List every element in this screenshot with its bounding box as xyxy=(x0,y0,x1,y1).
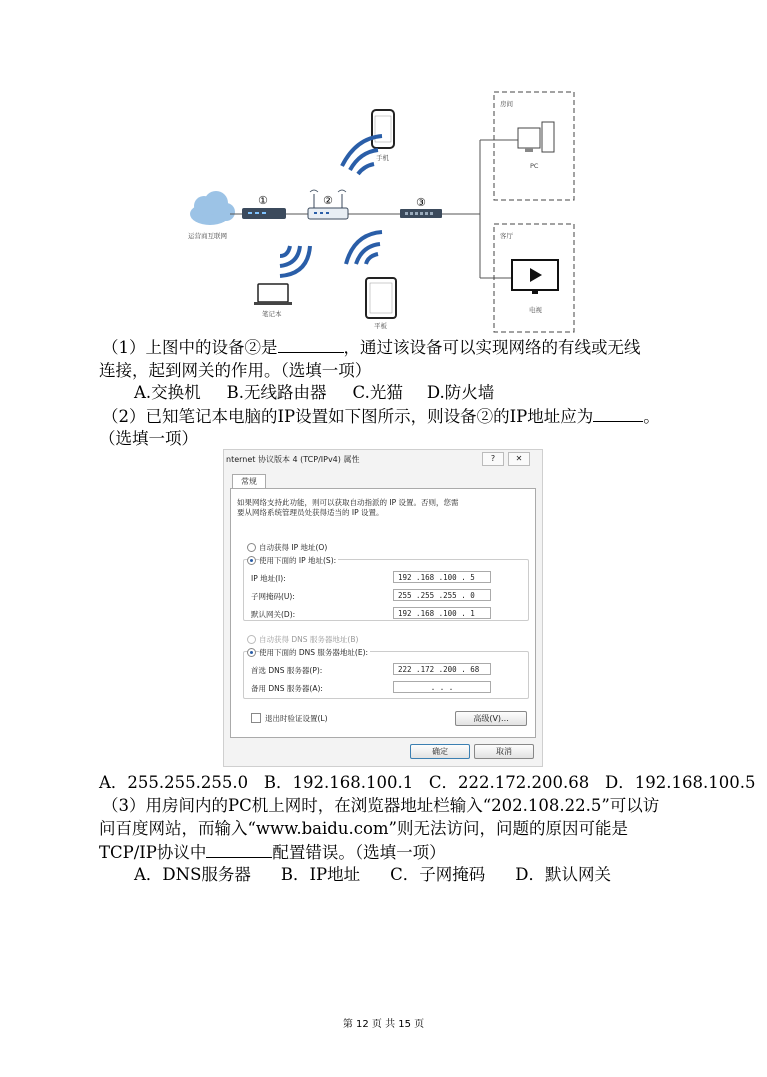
phone-label: 手机 xyxy=(376,154,389,162)
q2-options: A．255.255.255.0 B．192.168.100.1 C．222.172.200.68 D．192.168.100.5 xyxy=(99,773,756,792)
preferred-dns-field[interactable]: 222 .172 .200 . 68 xyxy=(393,663,491,675)
description-line1: 如果网络支持此功能，则可以获取自动指派的 IP 设置。否则，您需 xyxy=(237,498,459,507)
alternate-dns-label: 备用 DNS 服务器(A): xyxy=(251,684,323,693)
answer-blank xyxy=(206,841,272,858)
manual-dns-radio[interactable] xyxy=(247,648,256,657)
q3-line2: 问百度网站，而输入“www.baidu.com”则无法访问，问题的原因可能是 xyxy=(99,819,628,838)
close-button[interactable]: ✕ xyxy=(508,452,530,466)
pc-label: PC xyxy=(530,162,539,170)
gateway-label: 默认网关(D): xyxy=(251,610,296,619)
q3-line3: TCP/IP协议中 配置错误。（选填一项） xyxy=(99,843,446,862)
q1-line2: 连接，起到网关的作用。（选填一项） xyxy=(99,361,372,380)
manual-dns-label: 使用下面的 DNS 服务器地址(E): xyxy=(259,648,369,657)
network-diagram xyxy=(180,88,600,338)
cancel-button[interactable]: 取消 xyxy=(474,744,534,759)
auto-dns-label: 自动获得 DNS 服务器地址(B) xyxy=(259,635,359,644)
ok-button[interactable]: 确定 xyxy=(410,744,470,759)
ip-address-field[interactable]: 192 .168 .100 . 5 xyxy=(393,571,491,583)
room-label: 房间 xyxy=(500,100,513,108)
gateway-field[interactable]: 192 .168 .100 . 1 xyxy=(393,607,491,619)
help-button[interactable]: ? xyxy=(482,452,504,466)
general-panel xyxy=(230,488,536,738)
preferred-dns-label: 首选 DNS 服务器(P): xyxy=(251,666,323,675)
auto-ip-radio[interactable] xyxy=(247,543,256,552)
page-footer: 第 12 页 共 15 页 xyxy=(342,1019,425,1030)
cloud-label: 运营商互联网 xyxy=(188,232,227,240)
device-number-3: ③ xyxy=(416,196,426,209)
validate-label: 退出时验证设置(L) xyxy=(265,714,328,723)
ipv4-properties-dialog xyxy=(223,449,543,767)
cloud-icon xyxy=(190,191,235,225)
device-number-2: ② xyxy=(323,194,333,207)
q2-line2: （选填一项） xyxy=(99,429,198,448)
tablet-label: 平板 xyxy=(374,322,387,330)
tv-label: 电视 xyxy=(529,306,542,314)
device-number-1: ① xyxy=(258,194,268,207)
tab-general[interactable]: 常规 xyxy=(232,474,266,489)
subnet-mask-field[interactable]: 255 .255 .255 . 0 xyxy=(393,589,491,601)
manual-ip-label: 使用下面的 IP 地址(S): xyxy=(259,556,337,565)
ip-address-label: IP 地址(I): xyxy=(251,574,286,583)
laptop-icon xyxy=(254,284,292,305)
q3-line1: （3）用房间内的PC机上网时，在浏览器地址栏输入“202.108.22.5”可以访 xyxy=(102,796,660,815)
auto-dns-radio[interactable] xyxy=(247,635,256,644)
wifi-signal-icon xyxy=(280,246,310,276)
answer-blank xyxy=(593,405,643,422)
dialog-title: nternet 协议版本 4 (TCP/IPv4) 属性 xyxy=(226,455,360,464)
pc-icon xyxy=(518,122,554,152)
tablet-icon xyxy=(366,278,396,318)
advanced-button[interactable]: 高级(V)... xyxy=(455,711,527,726)
manual-ip-radio[interactable] xyxy=(247,556,256,565)
modem-icon xyxy=(242,208,286,219)
switch-icon xyxy=(400,209,442,218)
subnet-mask-label: 子网掩码(U): xyxy=(251,592,295,601)
auto-ip-label: 自动获得 IP 地址(O) xyxy=(259,543,328,552)
wifi-signal-icon xyxy=(346,232,382,264)
tv-icon xyxy=(512,260,558,294)
alternate-dns-field[interactable]: . . . xyxy=(393,681,491,693)
validate-checkbox[interactable] xyxy=(251,713,261,723)
q2-line1: （2）已知笔记本电脑的IP设置如下图所示，则设备②的IP地址应为 。 xyxy=(102,407,660,426)
q3-options: A．DNS服务器 B．IP地址 C．子网掩码 D．默认网关 xyxy=(134,865,611,884)
q1-options: A.交换机 B.无线路由器 C.光猫 D.防火墙 xyxy=(134,383,495,402)
answer-blank xyxy=(278,336,344,353)
q1-line1: （1）上图中的设备②是 ，通过该设备可以实现网络的有线或无线 xyxy=(102,338,641,357)
description-line2: 要从网络系统管理员处获得适当的 IP 设置。 xyxy=(237,508,384,517)
phone-icon xyxy=(372,110,394,148)
laptop-label: 笔记本 xyxy=(262,310,282,318)
living-room-label: 客厅 xyxy=(500,232,513,240)
